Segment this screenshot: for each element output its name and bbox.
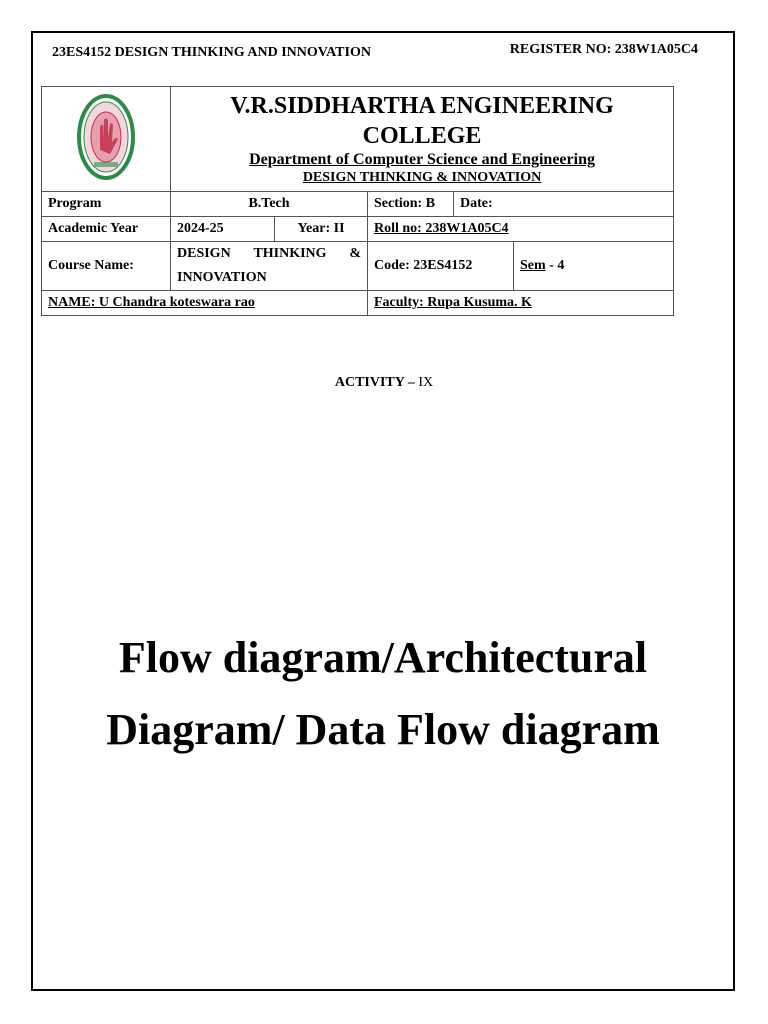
main-title [31, 622, 735, 766]
title-cell [171, 87, 674, 192]
course-name-label: Course Name: [42, 242, 171, 291]
student-name: NAME: U Chandra koteswara rao [42, 291, 368, 316]
department-name: Department of Computer Science and Engineering [249, 151, 595, 168]
sem-value: - 4 [545, 258, 565, 273]
main-title-line2: Diagram/ Data Flow diagram [106, 705, 660, 754]
logo-cell [42, 87, 171, 192]
course-name-word: THINKING [253, 246, 327, 261]
section-value: Section: B [368, 192, 454, 217]
course-header: 23ES4152 DESIGN THINKING AND INNOVATION [52, 45, 371, 60]
academic-year-label: Academic Year [42, 217, 171, 242]
activity-label: ACTIVITY – [334, 375, 419, 390]
college-name: V.R.SIDDHARTHA ENGINEERING COLLEGE [230, 93, 614, 149]
course-name-word: & [349, 246, 361, 261]
semester [514, 242, 674, 291]
course-name-line1 [177, 242, 361, 266]
year-value: Year: II [275, 217, 368, 242]
sem-label: Sem [520, 258, 546, 273]
main-title-line1: Flow diagram/Architectural [118, 633, 648, 682]
faculty-name: Faculty: Rupa Kusuma. K [368, 291, 674, 316]
subject-name: DESIGN THINKING & INNOVATION [302, 170, 542, 185]
course-name-word: DESIGN [177, 246, 231, 261]
date-value: Date: [454, 192, 674, 217]
academic-year-value: 2024-25 [171, 217, 275, 242]
roll-number: Roll no: 238W1A05C4 [368, 217, 674, 242]
course-name-line2: INNOVATION [177, 270, 267, 285]
activity-number: IX [418, 375, 434, 390]
activity-heading [0, 375, 768, 391]
course-name-value [171, 242, 368, 291]
info-table [41, 86, 674, 316]
college-logo-icon [76, 92, 136, 182]
course-code: Code: 23ES4152 [368, 242, 514, 291]
program-label: Program [42, 192, 171, 217]
register-number: REGISTER NO: 238W1A05C4 [509, 42, 698, 57]
program-value: B.Tech [171, 192, 368, 217]
